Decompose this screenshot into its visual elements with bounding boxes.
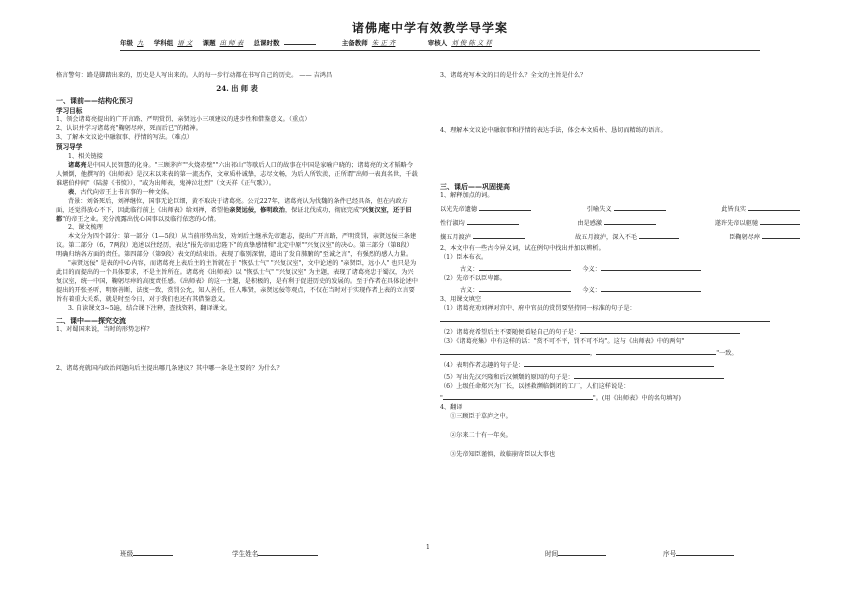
class-label: 班级	[120, 550, 134, 558]
goals-title: 学习目标	[56, 106, 83, 115]
fill-4-row	[440, 359, 800, 371]
fill-2-blank[interactable]	[580, 326, 740, 334]
answer-space-3[interactable]	[440, 81, 800, 127]
link-title: 1、相关链接	[68, 152, 103, 160]
word-2: 引喻失义	[586, 206, 612, 214]
jin-blank-b[interactable]	[601, 284, 701, 292]
hours-label: 总课时数	[253, 39, 280, 47]
teacher-value: 朱 正 齐	[371, 39, 396, 47]
bg-bold-2: 兴复汉室，还于旧都	[56, 206, 412, 223]
grade-value: 九	[137, 39, 144, 47]
question-1: 1、对蜀国来说，当时的形势怎样？	[56, 326, 153, 334]
grade-label: 年级	[120, 39, 133, 47]
word-6: 遂许先帝以驱驰	[714, 220, 759, 228]
word-7: 攘五月渡泸	[440, 234, 471, 242]
jin-label-b: 今义：	[582, 286, 601, 294]
word-6-blank[interactable]	[760, 217, 800, 225]
topic-value: 出 师 表	[219, 39, 244, 47]
fill-2: （2）诸葛亮希望后主不要随便看轻自己的句子是：	[440, 328, 581, 336]
biao-text: ，古代向帝王上书言事的一种文体。	[74, 188, 174, 196]
time-blank[interactable]	[558, 548, 606, 556]
name-blank[interactable]	[258, 548, 318, 556]
translate-3: ③先帝知臣谨慎，故临崩寄臣以大事也	[450, 450, 556, 458]
fill-1-line	[440, 314, 800, 326]
gu-label-b: 古义：	[460, 286, 479, 294]
gu-label-a: 古义：	[460, 266, 479, 274]
answer-space-1[interactable]	[56, 335, 418, 365]
outline-paragraph-2: "亲贤远佞" 是表的中心内容，而诸葛亮上表后主的主旨就在于 "恢弘士气" "兴复汉室"，文中论述的 "亲贤臣，远小人" 也只是为此目的而提出的一个具体要求，不是主旨所在。诸葛亮《出师表》以 "恢弘士气" "兴复汉室" 为主题，表现了诸葛亮忠于蜀汉，为兴复汉室，统一中国，鞠躬尽瘁的高度责任感。《出师表》的这一主题，是积极的，是有利于促进历史的发展的。至于作者在具体论述中提出的开张圣听，明察善断，法度一致，赏罚公允，知人善任，任人唯贤，亲贤远佞等观点，不仅在当时对于实现作者上表的立言要旨有着重大关系，就是时至今日，对于我们也还有其借鉴意义。	[56, 260, 418, 304]
exercise-1-title: 1、解释加点的词。	[440, 192, 494, 200]
motto: 格言警句：路是脚踏出来的，历史是人写出来的。人的每一步行动都在书写自己的历史。 —— 吉鸿昌	[56, 72, 333, 79]
bg-bold-1: 亲贤远佞，修明政治	[229, 206, 285, 214]
word-1: 以光先帝遗德	[440, 206, 478, 214]
word-4: 性行淑均	[440, 220, 465, 228]
bg-text: ：刘备死后，刘禅继位，国事无论巨细，黄不取决于诸葛亮。公元227年，诸葛亮认为伐魏的条件已经具备，但在内政方面，还觉得放心不下，因此临行前上《出师表》给刘禅，希望他	[56, 197, 408, 214]
section-inclass-title: 二、课中——探究交流	[56, 317, 126, 326]
outline-title: 2、课文梳理	[68, 224, 103, 232]
reviewer-value: 刘 俊 陈 义 祥	[451, 39, 492, 47]
goal-2: 2、认识并学习诸葛亮"鞠躬尽瘁，死而后已"的精神。	[56, 125, 202, 133]
page-number: 1	[426, 544, 430, 551]
answer-space-4[interactable]	[440, 136, 800, 180]
page-title: 诸佛庵中学有效教学导学案	[351, 21, 508, 35]
outline-paragraph-1: 本文分为四个部分：第一部分（1—5段）从当前形势出发，劝刘后主继承先帝遗志，提出广开言路，严明赏罚，亲贤远佞三条建议。第二部分（6，7两段）追述以往经历，表达"报先帝而忠陛下"的真挚感情和"北定中原""兴复汉室"的决心。第三部分（第8段）明确归纳各方面的责任。第四部分（第9段）表文的结束语。表现了临别深情，道出了发自肺腑的"至诚之言"，有强烈的感人力量。	[56, 233, 417, 259]
word-1-blank[interactable]	[479, 203, 531, 211]
word-8-blank[interactable]	[639, 231, 679, 239]
question-3: 3、诸葛亮写本文的目的是什么？全文的主旨是什么？	[440, 72, 587, 79]
fill-5: （5）写出先汉兴隆和后汉倾颓的原因的句子是：	[440, 373, 574, 381]
word-row-2	[440, 217, 800, 229]
word-row-3	[440, 231, 800, 243]
zhuge-label: 诸葛亮	[68, 161, 87, 169]
word-7-blank[interactable]	[473, 231, 525, 239]
teacher-label: 主备教师	[341, 39, 368, 47]
bg-text-2: ，保证北伐成功，彻底完成"	[284, 206, 363, 214]
fill-6-blank[interactable]	[443, 392, 593, 400]
fill-5-blank[interactable]	[574, 371, 724, 379]
jin-blank-a[interactable]	[601, 263, 701, 271]
goal-3: 3、了解本文议论中融叙事、抒情的写法。（难点）	[56, 134, 193, 142]
fill-6-line: " "。(用《出师表》中的名句填写)	[440, 392, 800, 404]
word-3: 此皆良实	[721, 206, 747, 214]
exercise-2a: （1）臣本布衣。	[440, 254, 488, 262]
word-2-blank[interactable]	[614, 203, 666, 211]
bg-label: 背景	[68, 197, 81, 205]
exercise-2-title: 2、本文中有一些古今异义词，试在例句中找出并加以辨析。	[440, 245, 605, 253]
name-label: 学生姓名	[232, 550, 259, 558]
seq-blank[interactable]	[676, 548, 734, 556]
name-field	[232, 548, 318, 560]
footer	[0, 548, 860, 562]
header-meta	[120, 37, 760, 51]
word-8: 故五月渡泸，深入不毛	[575, 234, 637, 242]
reviewer-label: 审核人	[427, 39, 448, 47]
bg-text-3: "的帝王之业。充分流露出忧心国事以及临行依恋的心情。	[62, 215, 220, 223]
fill-3-blank-2[interactable]	[596, 347, 716, 355]
word-4-blank[interactable]	[467, 217, 519, 225]
exercise-2b-answers	[440, 284, 800, 296]
lesson-title: 24. 出 师 表	[216, 83, 258, 93]
word-5: 由是感激	[577, 220, 603, 228]
translate-2: ②尔来二十有一年矣。	[450, 431, 512, 439]
left-column	[56, 72, 418, 374]
section-prelearn-title: 一、课前——结构化预习	[56, 97, 133, 106]
word-5-blank[interactable]	[604, 217, 656, 225]
fill-3: （3）《诸葛亮集》中有这样的话："赏不可不平，罚不可不均"。这与《出师表》中的两句"	[440, 337, 685, 345]
preview-title: 预习导学	[56, 143, 83, 152]
class-blank[interactable]	[133, 548, 173, 556]
gu-blank-b[interactable]	[479, 284, 571, 292]
fill-3-tail: "一致。	[716, 349, 738, 357]
topic-label: 课题	[202, 39, 216, 47]
time-label: 时间	[545, 550, 559, 558]
fill-1: （1）诸葛亮劝刘禅对宫中、府中官员的赏罚要坚持同一标准的句子是：	[440, 304, 636, 312]
seq-field	[663, 548, 734, 560]
fill-4-blank[interactable]	[524, 359, 714, 367]
fill-6: （6）上级任命郑兴为厂长，以拯救濒临倒闭的工厂，人们这样说是：	[440, 382, 630, 390]
word-row-1	[440, 203, 800, 215]
goal-1: 1、领会诸葛亮提出的广开言路、严明赏罚、亲贤远小三项建议的进步性和借鉴意义。（重点）	[56, 116, 311, 124]
fill-5-row	[440, 371, 800, 383]
translate-space-1[interactable]	[440, 422, 800, 432]
zhuge-paragraph	[56, 162, 418, 189]
biao-label: 表	[68, 188, 75, 196]
exercise-2b: （2）先帝不以臣卑鄙。	[440, 275, 506, 282]
fill-2-row	[440, 326, 800, 338]
word-9-blank[interactable]	[762, 231, 800, 239]
fill-4: （4）表明作者志趣的句子是：	[440, 361, 525, 369]
biao-paragraph	[56, 189, 418, 198]
fill-3-line: ， "一致。	[440, 347, 800, 359]
seq-label: 序号	[663, 550, 677, 558]
word-9: 臣鞠躬尽瘁	[729, 234, 761, 242]
subject-value: 语 文	[177, 39, 193, 47]
fill-1-blank[interactable]	[440, 314, 770, 322]
right-column	[440, 72, 800, 460]
fill-6-tail: "。(用《出师表》中的名句填写)	[592, 394, 681, 402]
time-field	[545, 548, 606, 560]
subject-label: 学科组	[153, 39, 174, 47]
jin-label-a: 今义：	[582, 266, 601, 274]
fill-3-blank-1[interactable]	[440, 347, 590, 355]
section-after-title: 三、课后——巩固提高	[440, 182, 510, 191]
translate-1: ①三顾臣于草庐之中。	[450, 412, 512, 420]
exercise-3-title: 3、用课文填空	[440, 295, 482, 303]
word-3-blank[interactable]	[748, 203, 800, 211]
question-4: 4、理解本文议论中融叙事和抒情的表达手法，体会本文质朴、恳切而精练的语言。	[440, 126, 667, 134]
translate-space-2[interactable]	[440, 441, 800, 451]
background-paragraph	[56, 198, 418, 225]
gu-blank-a[interactable]	[479, 263, 571, 271]
hours-blank	[284, 37, 316, 45]
exercise-2a-answers	[440, 263, 800, 275]
question-2: 2、诸葛亮就国内政治问题向后主提出哪几条建议？其中哪一条是主要的？为什么？	[56, 365, 283, 373]
zhuge-text: 是中国人民智慧的化身。"三顾茅庐""火烧赤壁""六出祁山"等歇后人口的故事在中国是家喻户晓的；诸葛亮的文才韬略令人倾倒，他撰写的《出师表》是汉末以来表的第一流杰作，文章质朴诚挚，志尽文畅，为后人所钦羡，正所谓"出师一表真名世，千载谁堪伯仲间"（陆游《书愤》），"或为出师表，鬼神泣壮烈"（文天祥《正气歌》）。	[56, 161, 418, 187]
self-study-task: 3. 自读课文3~5遍，结合课下注释，查找资料，翻译课文。	[68, 305, 232, 313]
exercise-4-title: 4、翻译	[440, 403, 463, 411]
class-field	[120, 548, 173, 560]
